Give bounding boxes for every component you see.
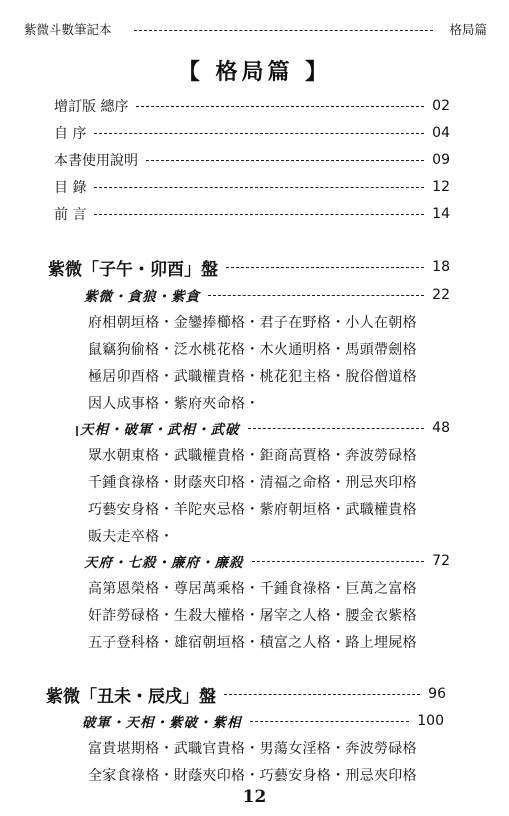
dot-leader: [94, 214, 424, 215]
toc-entry-usage-guide: [54, 150, 450, 170]
toc-section-chouwei-chenxu: [46, 684, 446, 707]
toc-entry-label: 自 序: [54, 126, 87, 142]
group-page: 72: [432, 553, 450, 569]
toc-group-tianxiang-pojun: [80, 418, 450, 438]
margin-mark: [76, 426, 78, 436]
toc-entry-page: 12: [432, 179, 450, 195]
pattern-list-line: 眾水朝東格・武職權貴格・鉅商高賈格・奔波勞碌格: [88, 448, 417, 464]
pattern-list-line: 全家食祿格・財蔭夾印格・巧藝安身格・刑忌夾印格: [88, 768, 417, 784]
toc-section-ziwu-maoyou: [48, 257, 450, 280]
toc-group-ziwei-tanlang: [84, 285, 450, 305]
toc-entry-contents: [54, 177, 450, 197]
pattern-list-line: 千鍾食祿格・財蔭夾印格・清福之命格・刑忌夾印格: [88, 475, 417, 491]
dot-leader: [208, 295, 424, 296]
group-title: 破軍・天相・紫破・紫相: [82, 715, 242, 731]
page-title: 【 格局篇 】: [177, 60, 332, 85]
group-page: 100: [417, 713, 444, 729]
toc-entry-page: 14: [432, 206, 450, 222]
toc-entry-label: 目 錄: [54, 180, 87, 196]
toc-entry-label: 前 言: [54, 207, 87, 223]
toc-entry-page: 04: [432, 125, 450, 141]
group-title: 天相・破軍・武相・武破: [80, 422, 240, 438]
dot-leader: [250, 721, 410, 722]
toc-entry-label: 本書使用說明: [54, 153, 138, 169]
toc-entry-page: 09: [432, 152, 450, 168]
section-page: 18: [432, 259, 450, 275]
dot-leader: [94, 187, 424, 188]
dot-leader: [224, 694, 420, 695]
pattern-list-line: 販夫走卒格・: [88, 529, 174, 545]
toc-entry-preface: [54, 96, 450, 116]
toc-group-pojun-tianxiang: [82, 711, 444, 731]
pattern-list-line: 高第恩榮格・尊居萬乘格・千鍾食祿格・巨萬之富格: [88, 581, 417, 597]
dot-leader: [226, 267, 424, 268]
dot-leader: [252, 561, 425, 562]
section-title: 紫微「子午・卯酉」盤: [48, 259, 218, 280]
section-title: 紫微「丑未・辰戌」盤: [46, 686, 216, 707]
pattern-list-line: 巧藝安身格・羊陀夾忌格・紫府朝垣格・武職權貴格: [88, 502, 417, 518]
pattern-list-line: 因人成事格・紫府夾命格・: [88, 396, 260, 412]
running-header-right: 格局篇: [449, 22, 487, 37]
dot-leader: [146, 160, 424, 161]
group-page: 48: [432, 420, 450, 436]
toc-entry-author-preface: [54, 123, 450, 143]
page-number: 12: [242, 787, 267, 807]
running-header-left: 紫微斗數筆記本: [24, 22, 112, 37]
section-page: 96: [428, 686, 446, 702]
toc-entry-page: 02: [432, 98, 450, 114]
pattern-list-line: 鼠竊狗偷格・泛水桃花格・木火通明格・馬頭帶劍格: [88, 342, 417, 358]
group-page: 22: [432, 287, 450, 303]
toc-entry-label: 增訂版 總序: [54, 99, 129, 115]
dot-leader: [94, 133, 424, 134]
dot-leader: [136, 106, 424, 107]
group-title: 天府・七殺・廉府・廉殺: [84, 555, 244, 571]
pattern-list-line: 五子登科格・雄宿朝垣格・積富之人格・路上埋屍格: [88, 635, 417, 651]
toc-group-tianfu-qisha: [84, 551, 450, 571]
toc-entry-foreword: [54, 204, 450, 224]
dot-leader: [248, 428, 425, 429]
pattern-list-line: 極居卯酉格・武職權貴格・桃花犯主格・脫俗僧道格: [88, 369, 417, 385]
pattern-list-line: 府相朝垣格・金鑾捧櫛格・君子在野格・小人在朝格: [88, 315, 417, 331]
pattern-list-line: 富貴堪期格・武職官貴格・男蕩女淫格・奔波勞碌格: [88, 741, 417, 757]
header-divider: [134, 30, 433, 31]
group-title: 紫微・貪狼・紫貪: [84, 289, 200, 305]
pattern-list-line: 奸詐勞碌格・生殺大權格・屠宰之人格・腰金衣紫格: [88, 608, 417, 624]
